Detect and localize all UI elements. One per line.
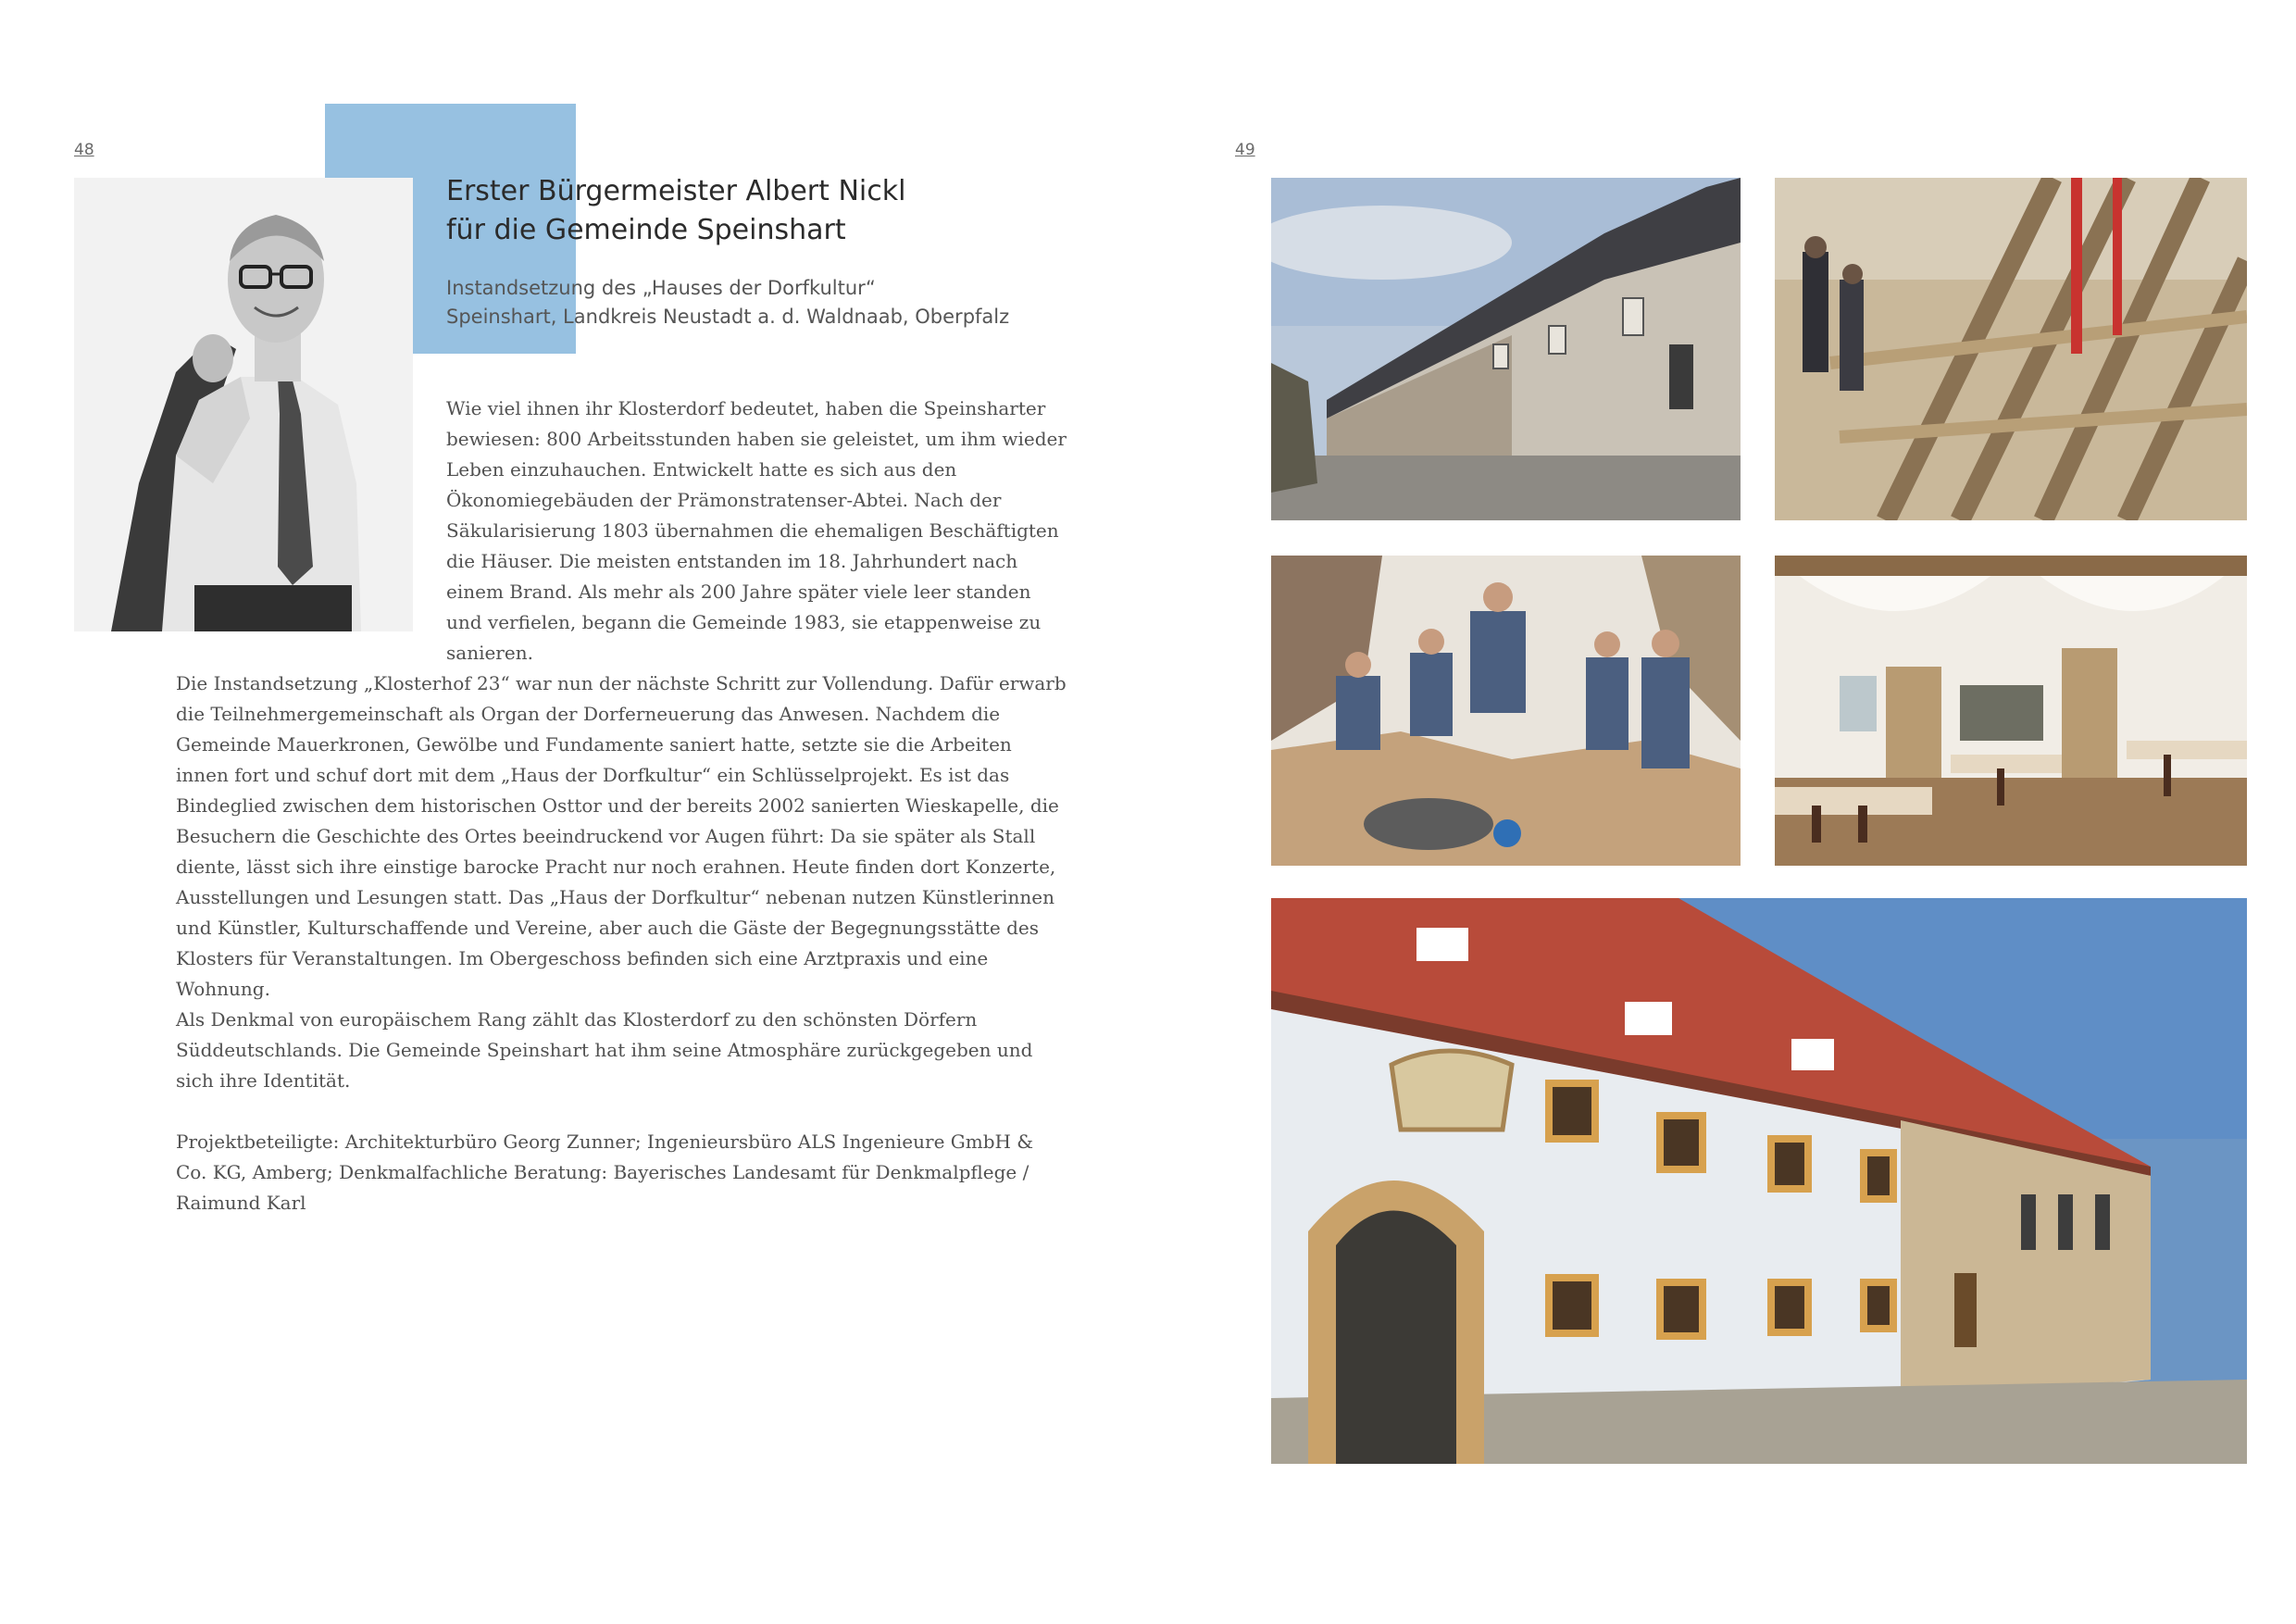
photo-village-street xyxy=(1271,178,1741,520)
article-subtitle xyxy=(446,274,1009,331)
portrait-photo xyxy=(74,178,413,631)
project-credits: Projektbeteiligte: Architekturbüro Georg Zunner; Ingenieursbüro ALS Ingenieure GmbH & Co. KG, Amberg; Denkmalfachliche Beratung: Bayerisches Landesamt für Denkmalpflege / Raimund Karl xyxy=(176,1131,1034,1214)
body-paragraph-2: Die Instandsetzung „Klosterhof 23“ war nun der nächste Schritt zur Vollendung. Dafür erwarb die Teilnehmergemeinschaft als Organ der Dorferneuerung das Anwesen. Nachdem die Gemeinde Mauerkronen, Gewölbe und Fundamente saniert hatte, setzte sie die Arbeiten innen fort und schuf dort mit dem „Haus der Dorfkultur“ ein Schlüsselprojekt. Es ist das Bindeglied zwischen dem historischen Osttor und der bereits 2002 sanierten Wieskapelle, die Besuchern die Geschichte des Ortes beeindruckend vor Augen führt: Da sie später als Stall diente, lässt sich ihre einstige barocke Pracht nur noch erahnen. Heute finden dort Konzerte, Ausstellungen und Lesungen statt. Das „Haus der Dorfkultur“ nebenan nutzen Künstlerinnen und Künstler, Kulturschaffende und Vereine, aber auch die Gäste der Begegnungsstätte des Klosters für Veranstaltungen. Im Obergeschoss befinden sich eine Arztpraxis und eine Wohnung. xyxy=(176,672,1067,1000)
photo-workers-group xyxy=(1271,556,1741,866)
article-title xyxy=(446,172,905,250)
photo-roof-timber xyxy=(1775,178,2247,520)
photo-building-archway xyxy=(1271,898,2247,1464)
page-number-right: 49 xyxy=(1235,141,1255,159)
body-paragraph-3: Als Denkmal von europäischem Rang zählt das Klosterdorf zu den schönsten Dörfern Süddeutschlands. Die Gemeinde Speinshart hat ihm seine Atmosphäre zurückgegeben und sich ihre Identität. xyxy=(176,1008,1033,1092)
title-line-2: für die Gemeinde Speinshart xyxy=(446,214,846,246)
subtitle-line-1: Instandsetzung des „Hauses der Dorfkultur“ xyxy=(446,277,876,299)
subtitle-line-2: Speinshart, Landkreis Neustadt a. d. Waldnaab, Oberpfalz xyxy=(446,306,1010,328)
photo-vaulted-hall xyxy=(1775,556,2247,866)
body-paragraph-1: Wie viel ihnen ihr Klosterdorf bedeutet, haben die Speinsharter bewiesen: 800 Arbeitsstunden haben sie geleistet, um ihm wieder Leben einzuhauchen. Entwickelt hatte es sich aus den Ökonomiegebäuden der Prämonstratenser-Abtei. Nach der Säkularisierung 1803 übernahmen die ehemaligen Beschäftigten die Häuser. Die meisten entstanden im 18. Jahrhundert nach einem Brand. Als mehr als 200 Jahre später viele leer standen und verfielen, begann die Gemeinde 1983, sie etappenweise zu sanieren. xyxy=(446,397,1067,664)
title-line-1: Erster Bürgermeister Albert Nickl xyxy=(446,175,906,207)
page-number-left: 48 xyxy=(74,141,94,159)
